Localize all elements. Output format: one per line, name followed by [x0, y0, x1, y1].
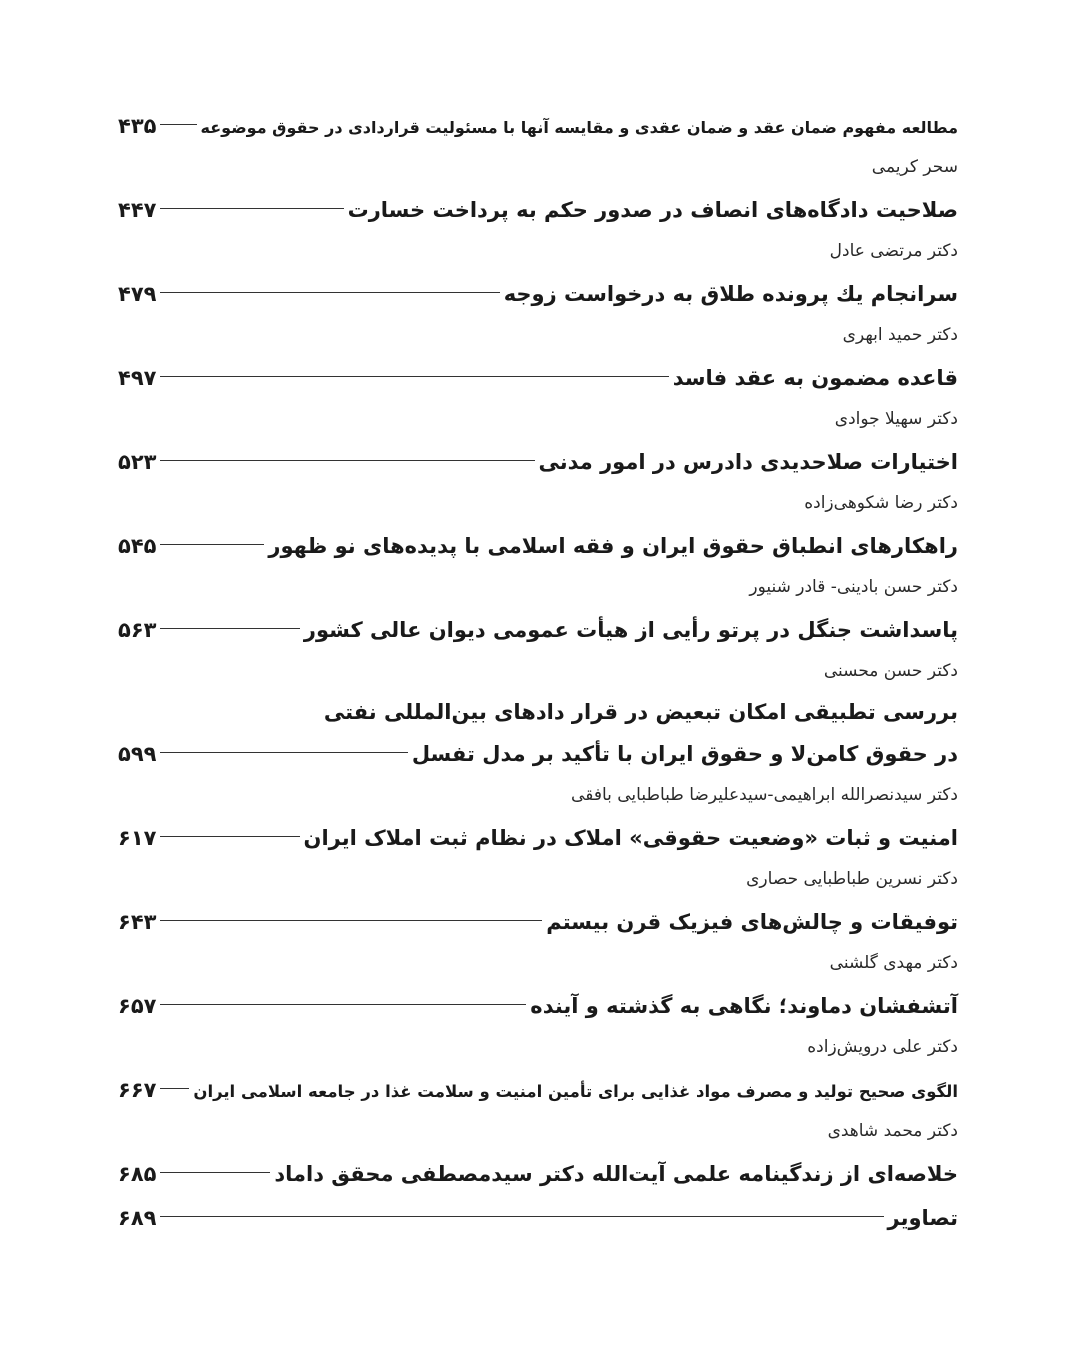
toc-page-number[interactable]: ۶۴۳: [118, 910, 157, 934]
toc-entry-author: دکتر حسن محسنی: [823, 661, 958, 681]
toc-entry-title[interactable]: سرانجام یك پرونده طلاق به درخواست زوجه: [503, 282, 958, 306]
toc-entry: [118, 272, 958, 356]
toc-entry-title[interactable]: اختیارات صلاحدیدی دادرس در امور مدنی: [538, 450, 958, 474]
toc-page-number[interactable]: ۶۸۹: [118, 1206, 157, 1230]
toc-entry-title[interactable]: تصاویر: [887, 1206, 958, 1230]
toc-entry-title[interactable]: توفیقات و چالش‌های فیزیک قرن بیستم: [546, 910, 958, 934]
toc-entry-row: [118, 732, 958, 776]
toc-entry-row: [118, 188, 958, 232]
toc-entry-title[interactable]: الگوی صحیح تولید و مصرف مواد غذایی برای تأمین امنیت و سلامت غذا در جامعه اسلامی ایران: [193, 1082, 958, 1101]
toc-entry-author: دکتر محمد شاهدی: [827, 1121, 958, 1141]
toc-entry-row: [118, 608, 958, 652]
table-of-contents: [118, 104, 958, 1240]
toc-entry-title[interactable]: راهکارهای انطباق حقوق ایران و فقه اسلامی با پدیده‌های نو ظهور: [268, 534, 958, 558]
toc-entry: [118, 984, 958, 1068]
toc-entry-row: [118, 1152, 958, 1196]
toc-page-number[interactable]: ۶۵۷: [118, 994, 157, 1018]
dot-leader: [160, 292, 499, 293]
toc-page-number[interactable]: ۶۱۷: [118, 826, 157, 850]
toc-entry-author: سحر کریمی: [871, 157, 958, 177]
toc-entry-author: دکتر مهدی گلشنی: [829, 953, 958, 973]
toc-entry: [118, 1068, 958, 1152]
toc-page-number[interactable]: ۴۹۷: [118, 366, 157, 390]
toc-entry-author: دکتر علی درویش‌زاده: [807, 1037, 958, 1057]
toc-entry-author: دکتر رضا شکوهی‌زاده: [804, 493, 958, 513]
toc-entry-row: [118, 900, 958, 944]
dot-leader: [160, 752, 407, 753]
toc-page-number[interactable]: ۴۴۷: [118, 198, 157, 222]
dot-leader: [160, 836, 299, 837]
dot-leader: [160, 544, 264, 545]
toc-entry: [118, 356, 958, 440]
toc-page-number[interactable]: ۵۶۳: [118, 618, 157, 642]
toc-entry-row: [118, 104, 958, 148]
toc-page-number[interactable]: ۴۷۹: [118, 282, 157, 306]
toc-entry-title[interactable]: در حقوق کامن‌لا و حقوق ایران با تأکید بر مدل تفسل: [411, 742, 958, 766]
toc-entry-row: [118, 440, 958, 484]
toc-page-number[interactable]: ۵۹۹: [118, 742, 157, 766]
toc-entry: [118, 524, 958, 608]
dot-leader: [160, 208, 343, 209]
toc-entry-author: دکتر نسرین طباطبایی حصاری: [746, 869, 958, 889]
dot-leader: [160, 920, 542, 921]
dot-leader: [160, 1088, 189, 1089]
toc-page-number[interactable]: ۵۴۵: [118, 534, 157, 558]
toc-entry: [118, 692, 958, 816]
toc-entry-title[interactable]: قاعده مضمون به عقد فاسد: [672, 366, 958, 390]
dot-leader: [160, 1216, 883, 1217]
toc-entry: [118, 1196, 958, 1240]
toc-entry-row: [118, 816, 958, 860]
toc-entry-title-line1[interactable]: بررسی تطبیقی امکان تبعیض در قرار دادهای بین‌المللی نفتی: [323, 700, 958, 724]
toc-entry-author: دکتر سهیلا جوادی: [834, 409, 958, 429]
toc-entry: [118, 816, 958, 900]
dot-leader: [160, 1172, 270, 1173]
toc-entry-row: [118, 1196, 958, 1240]
toc-entry: [118, 104, 958, 188]
toc-entry: [118, 440, 958, 524]
toc-entry: [118, 188, 958, 272]
toc-entry: [118, 608, 958, 692]
dot-leader: [160, 1004, 526, 1005]
toc-entry: [118, 900, 958, 984]
toc-entry-author: دکتر سیدنصرالله ابراهیمی-سیدعلیرضا طباطبایی بافقی: [571, 785, 958, 805]
toc-page-number[interactable]: ۶۶۷: [118, 1078, 157, 1102]
toc-entry-row: [118, 1068, 958, 1112]
toc-entry-title[interactable]: مطالعه مفهوم ضمان عقد و ضمان عقدی و مقایسه آنها با مسئولیت قراردادی در حقوق موضوعه: [200, 118, 958, 137]
dot-leader: [160, 460, 534, 461]
toc-page-number[interactable]: ۵۲۳: [118, 450, 157, 474]
toc-entry-author: دکتر مرتضی عادل: [829, 241, 958, 261]
toc-entry-row-first-line: [118, 692, 958, 732]
toc-entry-title[interactable]: صلاحیت دادگاه‌های انصاف در صدور حکم به پرداخت خسارت: [347, 198, 958, 222]
toc-page-number[interactable]: ۴۳۵: [118, 114, 157, 138]
toc-entry-title[interactable]: پاسداشت جنگل در پرتو رأیی از هیأت عمومی دیوان عالی کشور: [303, 618, 958, 642]
toc-entry: [118, 1152, 958, 1196]
toc-entry-title[interactable]: خلاصه‌ای از زندگینامه علمی آیت‌الله دکتر سیدمصطفی محقق داماد: [274, 1162, 958, 1186]
toc-entry-title[interactable]: امنیت و ثبات «وضعیت حقوقی» املاک در نظام ثبت املاک ایران: [303, 826, 958, 850]
toc-entry-row: [118, 524, 958, 568]
toc-entry-row: [118, 356, 958, 400]
dot-leader: [160, 124, 196, 125]
toc-page-number[interactable]: ۶۸۵: [118, 1162, 157, 1186]
toc-entry-row: [118, 272, 958, 316]
toc-entry-title[interactable]: آتشفشان دماوند؛ نگاهی به گذشته و آینده: [530, 994, 958, 1018]
dot-leader: [160, 376, 668, 377]
dot-leader: [160, 628, 299, 629]
toc-entry-row: [118, 984, 958, 1028]
toc-entry-author: دکتر حسن بادینی- قادر شنیور: [749, 577, 958, 597]
toc-entry-author: دکتر حمید ابهری: [842, 325, 958, 345]
